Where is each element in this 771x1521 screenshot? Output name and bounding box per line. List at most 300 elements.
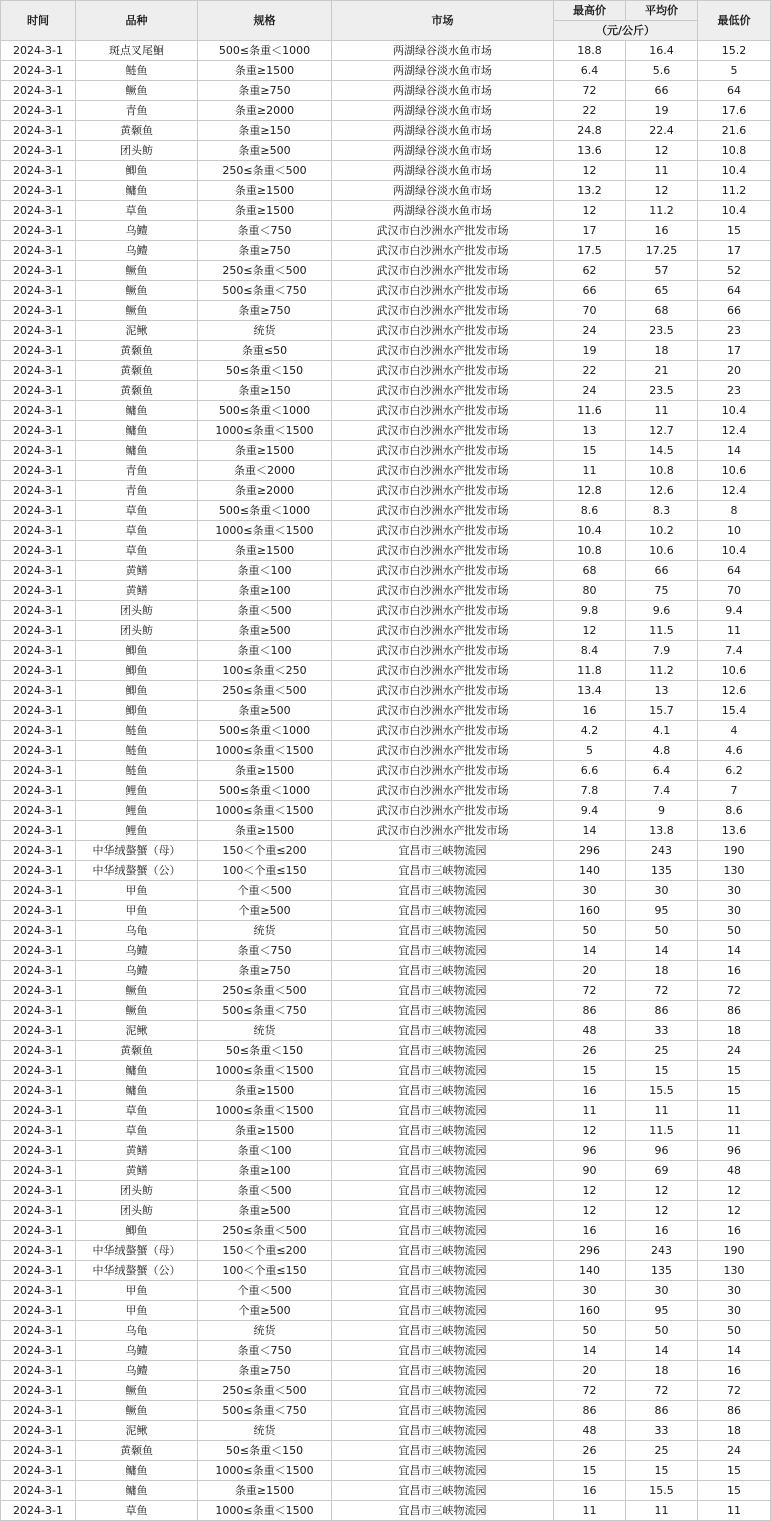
cell-spec: 250≤条重＜500 bbox=[198, 681, 332, 701]
cell-market: 两湖绿谷淡水鱼市场 bbox=[332, 101, 554, 121]
cell-market: 武汉市白沙洲水产批发市场 bbox=[332, 621, 554, 641]
cell-max-price: 50 bbox=[554, 921, 626, 941]
cell-min-price: 50 bbox=[698, 921, 771, 941]
cell-market: 武汉市白沙洲水产批发市场 bbox=[332, 781, 554, 801]
table-row bbox=[1, 1441, 771, 1461]
cell-avg-price: 5.6 bbox=[626, 61, 698, 81]
cell-avg-price: 243 bbox=[626, 841, 698, 861]
cell-time: 2024-3-1 bbox=[1, 1481, 76, 1501]
cell-time: 2024-3-1 bbox=[1, 1501, 76, 1521]
cell-spec: 条重＜2000 bbox=[198, 461, 332, 481]
table-row bbox=[1, 181, 771, 201]
cell-variety: 鳙鱼 bbox=[76, 441, 198, 461]
cell-min-price: 8 bbox=[698, 501, 771, 521]
cell-avg-price: 57 bbox=[626, 261, 698, 281]
cell-max-price: 16 bbox=[554, 1221, 626, 1241]
cell-avg-price: 18 bbox=[626, 961, 698, 981]
cell-min-price: 24 bbox=[698, 1441, 771, 1461]
table-row bbox=[1, 961, 771, 981]
table-row bbox=[1, 161, 771, 181]
table-row bbox=[1, 821, 771, 841]
cell-time: 2024-3-1 bbox=[1, 261, 76, 281]
cell-avg-price: 72 bbox=[626, 981, 698, 1001]
cell-min-price: 50 bbox=[698, 1321, 771, 1341]
cell-avg-price: 10.2 bbox=[626, 521, 698, 541]
cell-spec: 条重≥1500 bbox=[198, 1081, 332, 1101]
table-row bbox=[1, 41, 771, 61]
cell-time: 2024-3-1 bbox=[1, 961, 76, 981]
cell-spec: 条重＜100 bbox=[198, 641, 332, 661]
cell-min-price: 10.4 bbox=[698, 541, 771, 561]
cell-avg-price: 11 bbox=[626, 161, 698, 181]
cell-max-price: 26 bbox=[554, 1041, 626, 1061]
cell-min-price: 12.4 bbox=[698, 421, 771, 441]
cell-min-price: 14 bbox=[698, 941, 771, 961]
table-row bbox=[1, 341, 771, 361]
header-time: 时间 bbox=[1, 1, 76, 41]
cell-min-price: 15 bbox=[698, 1481, 771, 1501]
cell-time: 2024-3-1 bbox=[1, 1001, 76, 1021]
cell-spec: 条重≥750 bbox=[198, 1361, 332, 1381]
table-row bbox=[1, 1361, 771, 1381]
table-row bbox=[1, 301, 771, 321]
cell-min-price: 9.4 bbox=[698, 601, 771, 621]
cell-time: 2024-3-1 bbox=[1, 1041, 76, 1061]
cell-spec: 条重≥750 bbox=[198, 301, 332, 321]
cell-max-price: 13.2 bbox=[554, 181, 626, 201]
cell-spec: 条重＜750 bbox=[198, 941, 332, 961]
cell-time: 2024-3-1 bbox=[1, 501, 76, 521]
cell-market: 宜昌市三峡物流园 bbox=[332, 901, 554, 921]
cell-spec: 条重≥750 bbox=[198, 81, 332, 101]
cell-max-price: 50 bbox=[554, 1321, 626, 1341]
cell-time: 2024-3-1 bbox=[1, 361, 76, 381]
cell-variety: 鳙鱼 bbox=[76, 1061, 198, 1081]
cell-market: 宜昌市三峡物流园 bbox=[332, 1261, 554, 1281]
cell-spec: 条重≥1500 bbox=[198, 541, 332, 561]
cell-avg-price: 12.7 bbox=[626, 421, 698, 441]
cell-max-price: 6.4 bbox=[554, 61, 626, 81]
cell-max-price: 5 bbox=[554, 741, 626, 761]
cell-max-price: 26 bbox=[554, 1441, 626, 1461]
table-row bbox=[1, 741, 771, 761]
cell-spec: 条重≥150 bbox=[198, 121, 332, 141]
cell-avg-price: 11 bbox=[626, 1101, 698, 1121]
cell-variety: 乌鳢 bbox=[76, 1341, 198, 1361]
cell-market: 武汉市白沙洲水产批发市场 bbox=[332, 241, 554, 261]
cell-avg-price: 4.1 bbox=[626, 721, 698, 741]
cell-variety: 黄鳝 bbox=[76, 1161, 198, 1181]
cell-time: 2024-3-1 bbox=[1, 1421, 76, 1441]
cell-variety: 鳜鱼 bbox=[76, 1381, 198, 1401]
cell-spec: 50≤条重＜150 bbox=[198, 1041, 332, 1061]
cell-max-price: 17 bbox=[554, 221, 626, 241]
header-row bbox=[1, 1, 771, 21]
header-max-price: 最高价 bbox=[554, 1, 626, 21]
cell-variety: 鲤鱼 bbox=[76, 821, 198, 841]
cell-spec: 条重≥100 bbox=[198, 1161, 332, 1181]
cell-max-price: 16 bbox=[554, 1481, 626, 1501]
cell-market: 两湖绿谷淡水鱼市场 bbox=[332, 41, 554, 61]
cell-avg-price: 135 bbox=[626, 1261, 698, 1281]
cell-market: 宜昌市三峡物流园 bbox=[332, 1001, 554, 1021]
cell-spec: 50≤条重＜150 bbox=[198, 1441, 332, 1461]
cell-market: 武汉市白沙洲水产批发市场 bbox=[332, 221, 554, 241]
cell-variety: 黄颡鱼 bbox=[76, 121, 198, 141]
cell-spec: 250≤条重＜500 bbox=[198, 1221, 332, 1241]
cell-min-price: 64 bbox=[698, 281, 771, 301]
cell-time: 2024-3-1 bbox=[1, 1261, 76, 1281]
cell-max-price: 17.5 bbox=[554, 241, 626, 261]
cell-time: 2024-3-1 bbox=[1, 901, 76, 921]
cell-variety: 鲢鱼 bbox=[76, 761, 198, 781]
cell-max-price: 72 bbox=[554, 1381, 626, 1401]
cell-variety: 鲢鱼 bbox=[76, 741, 198, 761]
cell-time: 2024-3-1 bbox=[1, 801, 76, 821]
cell-spec: 条重≥1500 bbox=[198, 441, 332, 461]
cell-variety: 鲫鱼 bbox=[76, 161, 198, 181]
cell-min-price: 15 bbox=[698, 221, 771, 241]
cell-variety: 鲤鱼 bbox=[76, 781, 198, 801]
cell-max-price: 12 bbox=[554, 1181, 626, 1201]
cell-min-price: 66 bbox=[698, 301, 771, 321]
cell-min-price: 48 bbox=[698, 1161, 771, 1181]
table-row bbox=[1, 1181, 771, 1201]
table-row bbox=[1, 121, 771, 141]
cell-spec: 统货 bbox=[198, 1021, 332, 1041]
cell-max-price: 68 bbox=[554, 561, 626, 581]
table-row bbox=[1, 681, 771, 701]
cell-variety: 甲鱼 bbox=[76, 901, 198, 921]
cell-max-price: 48 bbox=[554, 1421, 626, 1441]
cell-min-price: 11.2 bbox=[698, 181, 771, 201]
table-row bbox=[1, 401, 771, 421]
table-row bbox=[1, 1501, 771, 1521]
cell-market: 宜昌市三峡物流园 bbox=[332, 1401, 554, 1421]
cell-time: 2024-3-1 bbox=[1, 341, 76, 361]
cell-spec: 条重≥2000 bbox=[198, 101, 332, 121]
cell-time: 2024-3-1 bbox=[1, 381, 76, 401]
cell-time: 2024-3-1 bbox=[1, 1141, 76, 1161]
cell-avg-price: 7.4 bbox=[626, 781, 698, 801]
cell-max-price: 19 bbox=[554, 341, 626, 361]
cell-max-price: 15 bbox=[554, 441, 626, 461]
cell-variety: 鲫鱼 bbox=[76, 641, 198, 661]
table-row bbox=[1, 901, 771, 921]
cell-time: 2024-3-1 bbox=[1, 601, 76, 621]
cell-spec: 条重＜100 bbox=[198, 561, 332, 581]
cell-spec: 条重≥2000 bbox=[198, 481, 332, 501]
cell-time: 2024-3-1 bbox=[1, 1281, 76, 1301]
cell-variety: 黄颡鱼 bbox=[76, 1441, 198, 1461]
cell-avg-price: 30 bbox=[626, 1281, 698, 1301]
cell-max-price: 86 bbox=[554, 1401, 626, 1421]
table-row bbox=[1, 761, 771, 781]
cell-variety: 鲢鱼 bbox=[76, 721, 198, 741]
cell-market: 宜昌市三峡物流园 bbox=[332, 1061, 554, 1081]
cell-spec: 条重≤50 bbox=[198, 341, 332, 361]
cell-avg-price: 15.5 bbox=[626, 1481, 698, 1501]
cell-market: 宜昌市三峡物流园 bbox=[332, 1461, 554, 1481]
table-row bbox=[1, 481, 771, 501]
cell-max-price: 18.8 bbox=[554, 41, 626, 61]
cell-time: 2024-3-1 bbox=[1, 481, 76, 501]
cell-market: 宜昌市三峡物流园 bbox=[332, 1321, 554, 1341]
cell-avg-price: 6.4 bbox=[626, 761, 698, 781]
cell-max-price: 10.4 bbox=[554, 521, 626, 541]
cell-avg-price: 14.5 bbox=[626, 441, 698, 461]
cell-spec: 150＜个重≤200 bbox=[198, 1241, 332, 1261]
cell-market: 武汉市白沙洲水产批发市场 bbox=[332, 761, 554, 781]
cell-max-price: 11 bbox=[554, 1101, 626, 1121]
table-body bbox=[1, 41, 771, 1521]
cell-variety: 鳜鱼 bbox=[76, 261, 198, 281]
cell-min-price: 10.4 bbox=[698, 401, 771, 421]
table-row bbox=[1, 1061, 771, 1081]
cell-spec: 50≤条重＜150 bbox=[198, 361, 332, 381]
cell-spec: 统货 bbox=[198, 1421, 332, 1441]
table-row bbox=[1, 1041, 771, 1061]
cell-market: 宜昌市三峡物流园 bbox=[332, 1101, 554, 1121]
cell-variety: 乌龟 bbox=[76, 1321, 198, 1341]
cell-variety: 鲫鱼 bbox=[76, 1221, 198, 1241]
cell-max-price: 6.6 bbox=[554, 761, 626, 781]
cell-min-price: 7.4 bbox=[698, 641, 771, 661]
cell-spec: 条重≥1500 bbox=[198, 61, 332, 81]
cell-min-price: 30 bbox=[698, 881, 771, 901]
cell-spec: 条重≥1500 bbox=[198, 821, 332, 841]
cell-spec: 条重≥750 bbox=[198, 961, 332, 981]
cell-variety: 甲鱼 bbox=[76, 1281, 198, 1301]
cell-avg-price: 10.8 bbox=[626, 461, 698, 481]
cell-max-price: 90 bbox=[554, 1161, 626, 1181]
cell-spec: 条重≥1500 bbox=[198, 1481, 332, 1501]
cell-spec: 统货 bbox=[198, 321, 332, 341]
cell-spec: 统货 bbox=[198, 921, 332, 941]
cell-time: 2024-3-1 bbox=[1, 981, 76, 1001]
cell-time: 2024-3-1 bbox=[1, 841, 76, 861]
cell-avg-price: 50 bbox=[626, 1321, 698, 1341]
cell-market: 宜昌市三峡物流园 bbox=[332, 1141, 554, 1161]
cell-variety: 鳜鱼 bbox=[76, 1401, 198, 1421]
cell-min-price: 13.6 bbox=[698, 821, 771, 841]
cell-market: 武汉市白沙洲水产批发市场 bbox=[332, 581, 554, 601]
header-variety: 品种 bbox=[76, 1, 198, 41]
cell-min-price: 12 bbox=[698, 1181, 771, 1201]
table-row bbox=[1, 81, 771, 101]
cell-time: 2024-3-1 bbox=[1, 1381, 76, 1401]
cell-spec: 条重≥500 bbox=[198, 1201, 332, 1221]
cell-max-price: 296 bbox=[554, 841, 626, 861]
cell-avg-price: 10.6 bbox=[626, 541, 698, 561]
cell-spec: 条重≥500 bbox=[198, 701, 332, 721]
cell-avg-price: 18 bbox=[626, 1361, 698, 1381]
cell-spec: 1000≤条重＜1500 bbox=[198, 421, 332, 441]
cell-min-price: 190 bbox=[698, 841, 771, 861]
cell-variety: 黄鳝 bbox=[76, 581, 198, 601]
cell-variety: 草鱼 bbox=[76, 1101, 198, 1121]
cell-spec: 条重＜750 bbox=[198, 221, 332, 241]
cell-min-price: 10.8 bbox=[698, 141, 771, 161]
cell-time: 2024-3-1 bbox=[1, 241, 76, 261]
cell-avg-price: 23.5 bbox=[626, 321, 698, 341]
cell-max-price: 296 bbox=[554, 1241, 626, 1261]
cell-spec: 个重≥500 bbox=[198, 901, 332, 921]
cell-time: 2024-3-1 bbox=[1, 521, 76, 541]
cell-avg-price: 14 bbox=[626, 1341, 698, 1361]
cell-avg-price: 23.5 bbox=[626, 381, 698, 401]
cell-market: 两湖绿谷淡水鱼市场 bbox=[332, 201, 554, 221]
cell-spec: 1000≤条重＜1500 bbox=[198, 1061, 332, 1081]
cell-min-price: 23 bbox=[698, 321, 771, 341]
cell-variety: 团头鲂 bbox=[76, 1181, 198, 1201]
table-row bbox=[1, 1341, 771, 1361]
table-row bbox=[1, 321, 771, 341]
cell-max-price: 80 bbox=[554, 581, 626, 601]
cell-max-price: 10.8 bbox=[554, 541, 626, 561]
table-row bbox=[1, 1021, 771, 1041]
cell-market: 武汉市白沙洲水产批发市场 bbox=[332, 561, 554, 581]
cell-time: 2024-3-1 bbox=[1, 221, 76, 241]
table-row bbox=[1, 861, 771, 881]
cell-max-price: 140 bbox=[554, 861, 626, 881]
cell-min-price: 11 bbox=[698, 621, 771, 641]
table-row bbox=[1, 101, 771, 121]
cell-market: 两湖绿谷淡水鱼市场 bbox=[332, 161, 554, 181]
cell-market: 宜昌市三峡物流园 bbox=[332, 1341, 554, 1361]
cell-variety: 黄颡鱼 bbox=[76, 341, 198, 361]
cell-market: 宜昌市三峡物流园 bbox=[332, 841, 554, 861]
cell-time: 2024-3-1 bbox=[1, 1321, 76, 1341]
cell-market: 两湖绿谷淡水鱼市场 bbox=[332, 81, 554, 101]
cell-variety: 草鱼 bbox=[76, 521, 198, 541]
cell-min-price: 23 bbox=[698, 381, 771, 401]
table-row bbox=[1, 721, 771, 741]
cell-market: 两湖绿谷淡水鱼市场 bbox=[332, 61, 554, 81]
cell-spec: 150＜个重≤200 bbox=[198, 841, 332, 861]
cell-spec: 100≤条重＜250 bbox=[198, 661, 332, 681]
cell-time: 2024-3-1 bbox=[1, 281, 76, 301]
cell-variety: 草鱼 bbox=[76, 541, 198, 561]
cell-max-price: 15 bbox=[554, 1461, 626, 1481]
table-row bbox=[1, 621, 771, 641]
cell-spec: 条重≥500 bbox=[198, 621, 332, 641]
table-row bbox=[1, 1261, 771, 1281]
cell-variety: 草鱼 bbox=[76, 1501, 198, 1521]
cell-min-price: 10 bbox=[698, 521, 771, 541]
cell-market: 武汉市白沙洲水产批发市场 bbox=[332, 521, 554, 541]
table-row bbox=[1, 261, 771, 281]
cell-market: 两湖绿谷淡水鱼市场 bbox=[332, 121, 554, 141]
cell-spec: 条重≥150 bbox=[198, 381, 332, 401]
cell-market: 武汉市白沙洲水产批发市场 bbox=[332, 721, 554, 741]
table-row bbox=[1, 1221, 771, 1241]
cell-min-price: 17 bbox=[698, 241, 771, 261]
header-avg-price: 平均价 bbox=[626, 1, 698, 21]
table-row bbox=[1, 1081, 771, 1101]
cell-time: 2024-3-1 bbox=[1, 661, 76, 681]
cell-market: 武汉市白沙洲水产批发市场 bbox=[332, 461, 554, 481]
cell-spec: 条重≥1500 bbox=[198, 181, 332, 201]
cell-variety: 鳙鱼 bbox=[76, 1081, 198, 1101]
cell-max-price: 12 bbox=[554, 1121, 626, 1141]
cell-min-price: 18 bbox=[698, 1021, 771, 1041]
cell-min-price: 16 bbox=[698, 1361, 771, 1381]
cell-market: 宜昌市三峡物流园 bbox=[332, 1221, 554, 1241]
cell-spec: 500≤条重＜1000 bbox=[198, 401, 332, 421]
cell-max-price: 13.4 bbox=[554, 681, 626, 701]
cell-variety: 草鱼 bbox=[76, 201, 198, 221]
cell-min-price: 64 bbox=[698, 81, 771, 101]
table-row bbox=[1, 561, 771, 581]
cell-variety: 乌龟 bbox=[76, 921, 198, 941]
cell-variety: 团头鲂 bbox=[76, 601, 198, 621]
cell-market: 宜昌市三峡物流园 bbox=[332, 921, 554, 941]
cell-max-price: 8.4 bbox=[554, 641, 626, 661]
cell-avg-price: 16 bbox=[626, 221, 698, 241]
cell-time: 2024-3-1 bbox=[1, 81, 76, 101]
table-row bbox=[1, 1241, 771, 1261]
cell-avg-price: 15 bbox=[626, 1061, 698, 1081]
cell-min-price: 190 bbox=[698, 1241, 771, 1261]
cell-avg-price: 86 bbox=[626, 1401, 698, 1421]
cell-time: 2024-3-1 bbox=[1, 821, 76, 841]
cell-max-price: 14 bbox=[554, 1341, 626, 1361]
cell-variety: 鳙鱼 bbox=[76, 421, 198, 441]
cell-market: 武汉市白沙洲水产批发市场 bbox=[332, 501, 554, 521]
table-row bbox=[1, 421, 771, 441]
table-row bbox=[1, 601, 771, 621]
cell-time: 2024-3-1 bbox=[1, 881, 76, 901]
table-row bbox=[1, 941, 771, 961]
cell-max-price: 22 bbox=[554, 361, 626, 381]
cell-time: 2024-3-1 bbox=[1, 921, 76, 941]
cell-avg-price: 33 bbox=[626, 1021, 698, 1041]
cell-max-price: 62 bbox=[554, 261, 626, 281]
cell-max-price: 86 bbox=[554, 1001, 626, 1021]
cell-spec: 个重≥500 bbox=[198, 1301, 332, 1321]
cell-avg-price: 15.5 bbox=[626, 1081, 698, 1101]
cell-variety: 鲫鱼 bbox=[76, 681, 198, 701]
cell-min-price: 24 bbox=[698, 1041, 771, 1061]
cell-time: 2024-3-1 bbox=[1, 641, 76, 661]
cell-avg-price: 11 bbox=[626, 401, 698, 421]
cell-max-price: 30 bbox=[554, 881, 626, 901]
cell-avg-price: 12 bbox=[626, 181, 698, 201]
cell-market: 武汉市白沙洲水产批发市场 bbox=[332, 681, 554, 701]
cell-min-price: 11 bbox=[698, 1101, 771, 1121]
cell-variety: 鲢鱼 bbox=[76, 61, 198, 81]
cell-time: 2024-3-1 bbox=[1, 1301, 76, 1321]
cell-max-price: 11 bbox=[554, 461, 626, 481]
cell-avg-price: 243 bbox=[626, 1241, 698, 1261]
cell-avg-price: 9.6 bbox=[626, 601, 698, 621]
cell-min-price: 130 bbox=[698, 1261, 771, 1281]
cell-variety: 青鱼 bbox=[76, 101, 198, 121]
cell-time: 2024-3-1 bbox=[1, 1361, 76, 1381]
cell-market: 宜昌市三峡物流园 bbox=[332, 1201, 554, 1221]
cell-min-price: 30 bbox=[698, 1301, 771, 1321]
cell-min-price: 10.6 bbox=[698, 461, 771, 481]
cell-market: 宜昌市三峡物流园 bbox=[332, 1241, 554, 1261]
table-row bbox=[1, 1321, 771, 1341]
cell-market: 宜昌市三峡物流园 bbox=[332, 1361, 554, 1381]
cell-min-price: 15.4 bbox=[698, 701, 771, 721]
cell-time: 2024-3-1 bbox=[1, 1341, 76, 1361]
cell-min-price: 14 bbox=[698, 1341, 771, 1361]
cell-time: 2024-3-1 bbox=[1, 161, 76, 181]
cell-market: 宜昌市三峡物流园 bbox=[332, 1121, 554, 1141]
